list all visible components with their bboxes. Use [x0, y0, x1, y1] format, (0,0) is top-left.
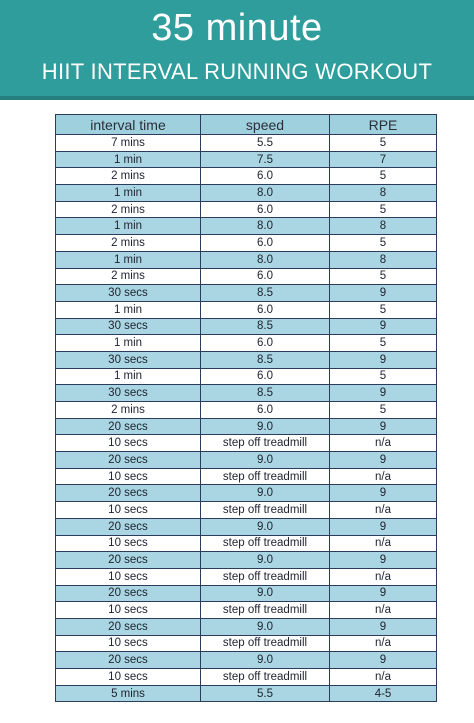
table-row — [56, 452, 437, 469]
rpe-cell: 9 — [330, 518, 437, 535]
rpe-cell: n/a — [330, 535, 437, 552]
rpe-cell: n/a — [330, 468, 437, 485]
speed-cell: 9.0 — [201, 418, 330, 435]
table-row — [56, 635, 437, 652]
table-row — [56, 218, 437, 235]
interval-time-cell: 1 min — [56, 335, 201, 352]
table-row — [56, 568, 437, 585]
column-header-speed: speed — [201, 115, 330, 135]
rpe-cell: 9 — [330, 618, 437, 635]
interval-time-cell: 1 min — [56, 251, 201, 268]
table-row — [56, 552, 437, 569]
table-row — [56, 685, 437, 702]
table-row — [56, 351, 437, 368]
speed-cell: step off treadmill — [201, 669, 330, 686]
speed-cell: step off treadmill — [201, 568, 330, 585]
title-banner — [0, 0, 474, 96]
interval-time-cell: 20 secs — [56, 518, 201, 535]
table-row — [56, 518, 437, 535]
table-row — [56, 468, 437, 485]
table-row — [56, 435, 437, 452]
table-row — [56, 168, 437, 185]
speed-cell: 9.0 — [201, 485, 330, 502]
interval-time-cell: 10 secs — [56, 502, 201, 519]
speed-cell: 6.0 — [201, 168, 330, 185]
table-row — [56, 251, 437, 268]
interval-time-cell: 10 secs — [56, 568, 201, 585]
interval-time-cell: 1 min — [56, 151, 201, 168]
speed-cell: step off treadmill — [201, 435, 330, 452]
speed-cell: 9.0 — [201, 618, 330, 635]
speed-cell: 8.5 — [201, 285, 330, 302]
table-row — [56, 318, 437, 335]
interval-time-cell: 1 min — [56, 368, 201, 385]
speed-cell: 8.5 — [201, 385, 330, 402]
interval-time-cell: 2 mins — [56, 168, 201, 185]
speed-cell: 6.0 — [201, 335, 330, 352]
speed-cell: 5.5 — [201, 685, 330, 702]
rpe-cell: n/a — [330, 568, 437, 585]
interval-time-cell: 10 secs — [56, 635, 201, 652]
rpe-cell: 5 — [330, 301, 437, 318]
speed-cell: 9.0 — [201, 585, 330, 602]
interval-time-cell: 10 secs — [56, 435, 201, 452]
speed-cell: 8.0 — [201, 185, 330, 202]
rpe-cell: 9 — [330, 485, 437, 502]
interval-time-cell: 2 mins — [56, 201, 201, 218]
table-row — [56, 201, 437, 218]
interval-time-cell: 20 secs — [56, 418, 201, 435]
speed-cell: 9.0 — [201, 552, 330, 569]
rpe-cell: 9 — [330, 552, 437, 569]
rpe-cell: 9 — [330, 285, 437, 302]
table-row — [56, 335, 437, 352]
rpe-cell: n/a — [330, 602, 437, 619]
speed-cell: 9.0 — [201, 518, 330, 535]
table-row — [56, 268, 437, 285]
speed-cell: step off treadmill — [201, 502, 330, 519]
interval-time-cell: 20 secs — [56, 585, 201, 602]
speed-cell: 6.0 — [201, 268, 330, 285]
workout-table — [55, 114, 437, 702]
table-row — [56, 135, 437, 152]
interval-time-cell: 20 secs — [56, 618, 201, 635]
table-row — [56, 185, 437, 202]
speed-cell: 9.0 — [201, 452, 330, 469]
interval-time-cell: 10 secs — [56, 468, 201, 485]
rpe-cell: 4-5 — [330, 685, 437, 702]
rpe-cell: 9 — [330, 452, 437, 469]
interval-time-cell: 20 secs — [56, 652, 201, 669]
speed-cell: step off treadmill — [201, 468, 330, 485]
rpe-cell: 9 — [330, 652, 437, 669]
rpe-cell: 5 — [330, 235, 437, 252]
rpe-cell: 8 — [330, 218, 437, 235]
interval-time-cell: 1 min — [56, 301, 201, 318]
interval-time-cell: 30 secs — [56, 385, 201, 402]
table-row — [56, 285, 437, 302]
interval-time-cell: 20 secs — [56, 552, 201, 569]
interval-time-cell: 30 secs — [56, 318, 201, 335]
table-row — [56, 502, 437, 519]
interval-time-cell: 10 secs — [56, 602, 201, 619]
table-row — [56, 151, 437, 168]
rpe-cell: 5 — [330, 135, 437, 152]
interval-time-cell: 20 secs — [56, 452, 201, 469]
rpe-cell: 9 — [330, 585, 437, 602]
speed-cell: step off treadmill — [201, 602, 330, 619]
interval-time-cell: 7 mins — [56, 135, 201, 152]
table-row — [56, 235, 437, 252]
table-row — [56, 301, 437, 318]
column-header-rpe: RPE — [330, 115, 437, 135]
rpe-cell: 9 — [330, 351, 437, 368]
speed-cell: 6.0 — [201, 301, 330, 318]
interval-time-cell: 2 mins — [56, 235, 201, 252]
speed-cell: 6.0 — [201, 402, 330, 419]
banner-divider — [0, 96, 474, 100]
speed-cell: 6.0 — [201, 368, 330, 385]
table-row — [56, 402, 437, 419]
speed-cell: 7.5 — [201, 151, 330, 168]
rpe-cell: 5 — [330, 402, 437, 419]
rpe-cell: 8 — [330, 185, 437, 202]
speed-cell: 6.0 — [201, 201, 330, 218]
table-row — [56, 485, 437, 502]
rpe-cell: 9 — [330, 385, 437, 402]
rpe-cell: n/a — [330, 435, 437, 452]
speed-cell: 8.0 — [201, 251, 330, 268]
page-title: 35 minute — [151, 7, 323, 49]
table-row — [56, 418, 437, 435]
rpe-cell: 5 — [330, 201, 437, 218]
table-row — [56, 535, 437, 552]
speed-cell: 6.0 — [201, 235, 330, 252]
rpe-cell: n/a — [330, 635, 437, 652]
speed-cell: step off treadmill — [201, 535, 330, 552]
rpe-cell: 9 — [330, 318, 437, 335]
table-row — [56, 669, 437, 686]
interval-time-cell: 2 mins — [56, 268, 201, 285]
rpe-cell: 5 — [330, 335, 437, 352]
rpe-cell: n/a — [330, 669, 437, 686]
table-header-row — [56, 115, 437, 135]
rpe-cell: 7 — [330, 151, 437, 168]
interval-time-cell: 5 mins — [56, 685, 201, 702]
speed-cell: step off treadmill — [201, 635, 330, 652]
interval-time-cell: 1 min — [56, 218, 201, 235]
table-row — [56, 585, 437, 602]
speed-cell: 8.5 — [201, 351, 330, 368]
page-subtitle: HIIT INTERVAL RUNNING WORKOUT — [41, 59, 433, 84]
rpe-cell: 5 — [330, 368, 437, 385]
interval-time-cell: 30 secs — [56, 351, 201, 368]
speed-cell: 8.5 — [201, 318, 330, 335]
interval-time-cell: 20 secs — [56, 485, 201, 502]
table-row — [56, 385, 437, 402]
speed-cell: 8.0 — [201, 218, 330, 235]
interval-time-cell: 10 secs — [56, 535, 201, 552]
speed-cell: 5.5 — [201, 135, 330, 152]
table-row — [56, 652, 437, 669]
rpe-cell: 5 — [330, 168, 437, 185]
rpe-cell: n/a — [330, 502, 437, 519]
rpe-cell: 8 — [330, 251, 437, 268]
column-header-interval-time: interval time — [56, 115, 201, 135]
table-row — [56, 368, 437, 385]
table-row — [56, 618, 437, 635]
table-row — [56, 602, 437, 619]
interval-time-cell: 30 secs — [56, 285, 201, 302]
rpe-cell: 9 — [330, 418, 437, 435]
interval-time-cell: 1 min — [56, 185, 201, 202]
interval-time-cell: 2 mins — [56, 402, 201, 419]
rpe-cell: 5 — [330, 268, 437, 285]
interval-time-cell: 10 secs — [56, 669, 201, 686]
speed-cell: 9.0 — [201, 652, 330, 669]
table-body — [56, 135, 437, 702]
